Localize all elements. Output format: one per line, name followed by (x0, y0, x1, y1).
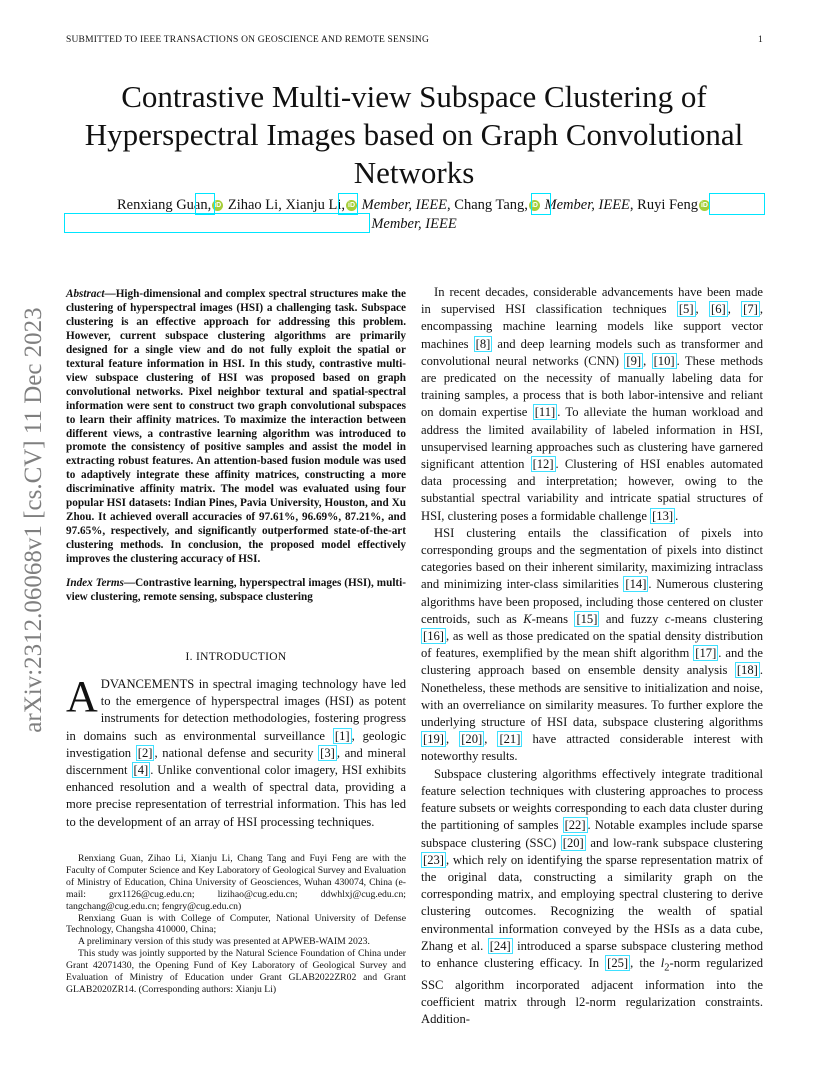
orcid-icon[interactable]: iD (700, 202, 708, 209)
citation-link[interactable]: [17] (695, 646, 717, 661)
citation-link[interactable]: [16] (423, 629, 444, 644)
text: , (695, 302, 709, 317)
text: , national defense and security (154, 745, 319, 760)
text: and deep learning models such as transformer and convolutional neural networks (CNN) (421, 336, 763, 368)
citation-link[interactable]: [23] (423, 852, 444, 867)
text: , (727, 302, 742, 317)
right-column (421, 284, 763, 1028)
author-role: Member, IEEE (544, 197, 630, 213)
footnote-paragraph: This study was jointly supported by the Natural Science Foundation of China under Grant 42071430, the Opening Fund of Key Laboratory of Geological Survey and Evaluation of Ministry of Education under Grant GLAB2022ZR02 and Grant GLAB2020ZR14. (Corresponding authors: Xianju Li) (66, 948, 406, 995)
text: and fuzzy (599, 611, 665, 626)
text: . Clustering of HSI enables automated data processing and interpretation; however, owing to the substantial spectral variability and intricate spatial structures of HSI, clustering poses a formidable challenge (421, 457, 763, 523)
text: HSI clustering entails the classification of pixels into corresponding groups and the segmentation of pixels into distinct categories based on their inherent similarity, maximizing intraclass and minimizing inter-class similarities (421, 525, 763, 592)
citation-link[interactable]: [11] (534, 405, 556, 420)
text: , (484, 732, 498, 747)
arxiv-id-text[interactable]: arXiv:2312.06068v1 [cs.CV] 11 Dec 2023 (20, 307, 47, 733)
index-terms-text: —Contrastive learning, hyperspectral images (HSI), multi-view clustering, remote sensing, subspace clustering (66, 577, 406, 603)
index-terms-label: Index Terms (66, 577, 124, 589)
text: . and the clustering approach based on ensemble density analysis (421, 646, 764, 678)
citation-link[interactable]: [15] (576, 611, 598, 626)
abstract (66, 288, 406, 567)
text: -norm regularized SSC algorithm incorporated adjacent information into the coefficient matrix through l2-norm regularization constraints. Addition- (421, 955, 764, 1027)
orcid-icon[interactable]: iD (214, 202, 222, 209)
index-terms (66, 577, 406, 605)
text: . Numerous clustering algorithms have been proposed, including those centered on cluster centroids, such as (421, 577, 764, 626)
text: introduced a sparse subspace clustering method to enhance clustering efficacy. In (421, 938, 763, 970)
citation-link[interactable]: [14] (625, 577, 647, 592)
citation-link[interactable]: [24] (489, 938, 511, 953)
drop-cap: A (66, 672, 98, 721)
citation-link[interactable]: [8] (475, 336, 491, 351)
text: . Notable examples include sparse subspace clustering (SSC) (421, 818, 763, 850)
orcid-link-box[interactable] (709, 193, 765, 215)
author-4: , Chang Tang, (447, 197, 528, 213)
text: . Nonetheless, these methods are sensitive to initialization and noise, with an overreliance on similarity measures. To further explore the underlying structure of HSI data, subspace clustering algorithms (421, 663, 763, 730)
text: , the (630, 955, 661, 970)
orcid-link-box[interactable] (531, 193, 551, 215)
citation-link[interactable]: [7] (743, 302, 758, 317)
paragraph (421, 766, 763, 1029)
text: , and mineral discernment (66, 745, 407, 778)
author-role: Member, IEEE (361, 197, 448, 213)
orcid-link-box[interactable] (338, 193, 358, 215)
author-2-3: Zihao Li, Xianju Li, (227, 197, 346, 213)
author-5: , Ruyi Feng (629, 197, 698, 213)
paper-title: Contrastive Multi-view Subspace Clustering of Hyperspectral Images based on Graph Convolutional Networks (84, 79, 744, 190)
orcid-link-box[interactable] (64, 213, 370, 233)
text: , geologic investigation (66, 728, 406, 760)
text: , (445, 732, 460, 747)
citation-link[interactable]: [20] (461, 732, 483, 747)
citation-link[interactable]: [13] (652, 508, 674, 523)
footnote-paragraph: Renxiang Guan, Zihao Li, Xianju Li, Chang Tang and Fuyi Feng are with the Faculty of Computer Science and Key Laboratory of Geological Survey and Evaluation of Ministry of Education, China University of Geosciences, Wuhan 430074, China (e-mail: grx1126@cug.edu.cn; lizihao@cug.edu.cn; ddwhlxj@cug.edu.cn; tangchang@cug.edu.cn; fengry@cug.edu.cn) (66, 853, 406, 912)
text: In recent decades, considerable advancements have been made in supervised HSI classification techniques (421, 285, 763, 317)
text: , (643, 353, 652, 368)
citation-link[interactable]: [19] (423, 732, 444, 747)
citation-link[interactable]: [5] (678, 302, 694, 317)
citation-link[interactable]: [10] (653, 353, 675, 368)
page-number: 1 (758, 35, 763, 45)
citation-link[interactable]: [9] (626, 353, 642, 368)
text: . These methods are predicated on the necessity of manually labeling data for training samples, a process that is both labor-intensive and reliant on domain expertise (421, 353, 763, 420)
author-1: Renxiang Guan, (117, 197, 212, 213)
orcid-icon[interactable]: iD (530, 202, 538, 209)
text: , which rely on identifying the sparse representation matrix of the original data, constructing a similarity graph on the corresponding matrix, and employing spectral clustering to derive clustering outcomes. Recognizing the wealth of spatial environmental information conveyed by the HSIs as a data cube, Zhang et al. (421, 852, 763, 953)
abstract-text: —High-dimensional and complex spectral structures make the clustering of hyperspectral images (HSI) a challenging task. Subspace clustering is an effective approach for addressing this problem. However, current subspace clustering algorithms are primarily designed for a single view and do not fully exploit the spatial or textural feature information in HSI. In this study, contrastive multi-view subspace clustering of HSI was proposed based on graph convolutional networks. Pixel neighbor textural and spatial-spectral information were sent to construct two graph convolutional subspaces to learn their affinity matrices. To maximize the interaction between different views, a contrastive learning algorithm was introduced to promote the consistency of positive samples and assist the model in extracting robust features. An attention-based fusion module was used to adaptively integrate these affinity matrices, constructing a more discriminative affinity matrix. The model was evaluated using four popular HSI datasets: Indian Pines, Pavia University, Houston, and Xu Zhou. It achieved overall accuracies of 97.61%, 96.69%, 87.21%, and 97.65%, respectively, and significantly outperformed state-of-the-art clustering methods. In conclusion, the proposed model effectively improves the clustering accuracy of HSI. (66, 288, 406, 566)
text: -means clustering (670, 611, 763, 626)
footnote-paragraph: Renxiang Guan is with College of Computer, National University of Defense Technology, Changsha 410000, China; (66, 912, 406, 936)
orcid-link-box[interactable] (195, 193, 215, 215)
math-var: K (523, 611, 532, 626)
text: -means (531, 611, 575, 626)
orcid-icon[interactable]: iD (348, 202, 356, 209)
citation-link[interactable]: [2] (137, 745, 153, 760)
citation-link[interactable]: [1] (334, 728, 350, 743)
text: DVANCEMENTS in spectral imaging technology have led to the emergence of hyperspectral images (HSI) as potent instruments for detection methodologies, fostering progress in domains such as environmental surveillance (66, 677, 406, 743)
text: . To alleviate the human workload and address the limited availability of labeled information in HSI, unsupervised learning approaches such as clustering have garnered significant attention (421, 405, 763, 472)
paragraph (421, 525, 763, 766)
text: Subspace clustering algorithms effectively integrate traditional feature selection techniques with clustering approaches to process feature subsets or weights corresponding to each data cluster during the partitioning of samples (421, 766, 763, 833)
citation-link[interactable]: [3] (320, 745, 335, 760)
text: have attracted considerable interest with noteworthy results. (421, 732, 764, 764)
citation-link[interactable]: [25] (607, 955, 629, 970)
text: . (675, 508, 679, 523)
running-header: SUBMITTED TO IEEE TRANSACTIONS ON GEOSCIENCE AND REMOTE SENSING (66, 35, 430, 45)
affiliation-footnote (66, 853, 406, 996)
intro-paragraph (66, 672, 407, 831)
author-role: Member, IEEE (371, 216, 457, 232)
abstract-label: Abstract (66, 288, 105, 300)
math-var: l (660, 955, 665, 970)
text: and low-rank subspace clustering (585, 835, 763, 850)
section-heading: I. INTRODUCTION (185, 651, 287, 663)
citation-link[interactable]: [6] (711, 302, 726, 317)
footnote-paragraph: A preliminary version of this study was presented at APWEB-WAIM 2023. (78, 936, 370, 948)
citation-link[interactable]: [22] (564, 818, 586, 833)
citation-link[interactable]: [21] (499, 732, 521, 747)
math-subscript: 2 (664, 962, 670, 974)
citation-link[interactable]: [12] (532, 457, 554, 472)
text: . Unlike conventional color imagery, HSI exhibits enhanced resolution and a wealth of spectral data, providing a more precise representation of terrestrial information. This has led to the development of an array of HSI processing techniques. (66, 763, 406, 829)
math-var: c (664, 611, 671, 626)
text: , as well as those predicated on the spatial density distribution of features, exemplified by the mean shift algorithm (421, 629, 763, 661)
citation-link[interactable]: [4] (133, 763, 149, 778)
text: , encompassing machine learning models like support vector machines (421, 302, 763, 351)
paragraph (421, 284, 763, 525)
citation-link[interactable]: [20] (562, 835, 584, 850)
citation-link[interactable]: [18] (736, 663, 758, 678)
